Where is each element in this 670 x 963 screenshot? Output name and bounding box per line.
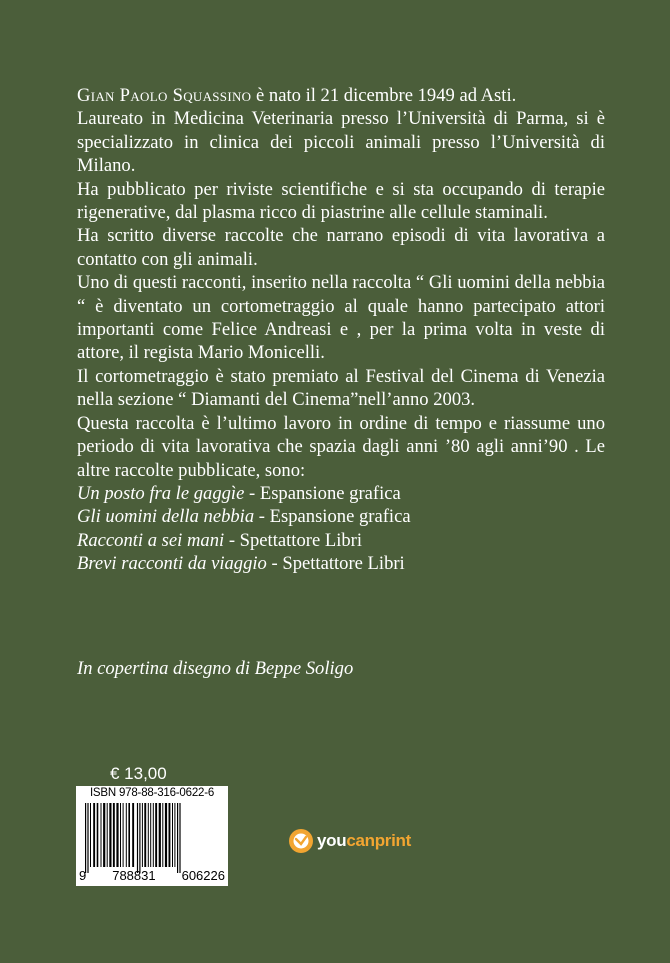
barcode-bar [169, 803, 171, 867]
barcode-bar [150, 803, 151, 867]
barcode-bar [172, 803, 173, 867]
publication-item [77, 529, 605, 552]
barcode-bar [101, 803, 102, 867]
barcode-bar [128, 803, 130, 867]
barcode-bar [93, 803, 95, 867]
barcode-bar [123, 803, 124, 867]
bio-paragraph-latest: Questa raccolta è l’ultimo lavoro in ordine di tempo e riassume uno periodo di vita lavorativa che spazia dagli anni ’80 agli anni’90 . Le altre raccolte pubblicate, sono: [77, 412, 605, 481]
barcode-bar [109, 803, 111, 867]
isbn-number: ISBN 978-88-316-0622-6 [89, 787, 215, 799]
barcode-bar [148, 803, 149, 867]
barcode-bar [103, 803, 105, 867]
barcode-bar [90, 803, 91, 867]
publication-publisher: - Espansione grafica [244, 482, 401, 504]
ean-digits [76, 868, 228, 883]
author-bio [77, 84, 605, 576]
bio-paragraph-research: Ha pubblicato per riviste scientifiche e si sta occupando di terapie rigenerative, dal plasma ricco di piastrine alle cellule staminali. [77, 178, 605, 224]
barcode-bar [137, 803, 138, 873]
barcode-bar [126, 803, 127, 867]
barcode-bar [179, 803, 180, 873]
barcode-bar [165, 803, 167, 867]
publication-publisher: - Spettattore Libri [266, 553, 405, 575]
publication-title: Gli uomini della nebbia [77, 506, 255, 528]
bio-paragraph-award: Il cortometraggio è stato premiato al Festival del Cinema di Venezia nella sezione “ Diamanti del Cinema”nell’anno 2003. [77, 365, 605, 411]
ean-group-right: 606226 [181, 868, 225, 883]
ean-first-digit: 9 [79, 868, 87, 883]
publication-item [77, 552, 605, 575]
barcode-bar [85, 803, 86, 873]
barcode-bar [139, 803, 140, 873]
cover-credit: In copertina disegno di Beppe Soligo [77, 658, 354, 679]
barcode-bar [162, 803, 163, 867]
barcode-bar [116, 803, 118, 867]
bio-intro [77, 84, 605, 107]
barcode-bar [132, 803, 134, 867]
price-label: € 13,00 [110, 764, 167, 783]
barcode-bar [142, 803, 143, 867]
publisher-logo [287, 827, 411, 855]
barcode-bar [87, 803, 88, 873]
barcode-bar [113, 803, 115, 867]
bio-birth: è nato il 21 dicembre 1949 ad Asti. [251, 85, 517, 106]
barcode-bar [144, 803, 146, 867]
barcode-bar [155, 803, 157, 867]
publication-publisher: - Espansione grafica [254, 506, 411, 528]
bio-paragraph-education: Laureato in Medicina Veterinaria presso l’Università di Parma, si è specializzato in clinica dei piccoli animali presso l’Università di Milano. [77, 108, 605, 177]
publication-item [77, 482, 605, 505]
publication-title: Brevi racconti da viaggio [77, 553, 267, 575]
barcode-bar [107, 803, 108, 867]
barcode-bar [153, 803, 154, 867]
logo-wordmark: youcanprint [317, 831, 411, 850]
isbn-barcode [76, 786, 228, 886]
publication-title: Un posto fra le gaggìe [77, 482, 245, 504]
barcode-bar [97, 803, 99, 867]
barcode-bar [174, 803, 175, 867]
ean-group-left: 788831 [112, 868, 156, 883]
barcode-bar [159, 803, 161, 867]
publication-title: Racconti a sei mani [77, 529, 225, 551]
youcanprint-logo-icon [287, 827, 315, 855]
author-name: Gian Paolo Squassino [77, 85, 252, 106]
publication-publisher: - Spettattore Libri [224, 529, 363, 551]
bio-paragraph-film: Uno di questi racconti, inserito nella raccolta “ Gli uomini della nebbia “ è diventato un cortometraggio al quale hanno partecipato attori importanti come Felice Andreasi e , per la prima volta in veste di attore, il regista Mario Monicelli. [77, 272, 605, 364]
barcode-bar [177, 803, 178, 873]
publication-item [77, 505, 605, 528]
bio-paragraph-collections: Ha scritto diverse raccolte che narrano episodi di vita lavorativa a contatto con gli animali. [77, 225, 605, 270]
barcode-bar [120, 803, 121, 867]
